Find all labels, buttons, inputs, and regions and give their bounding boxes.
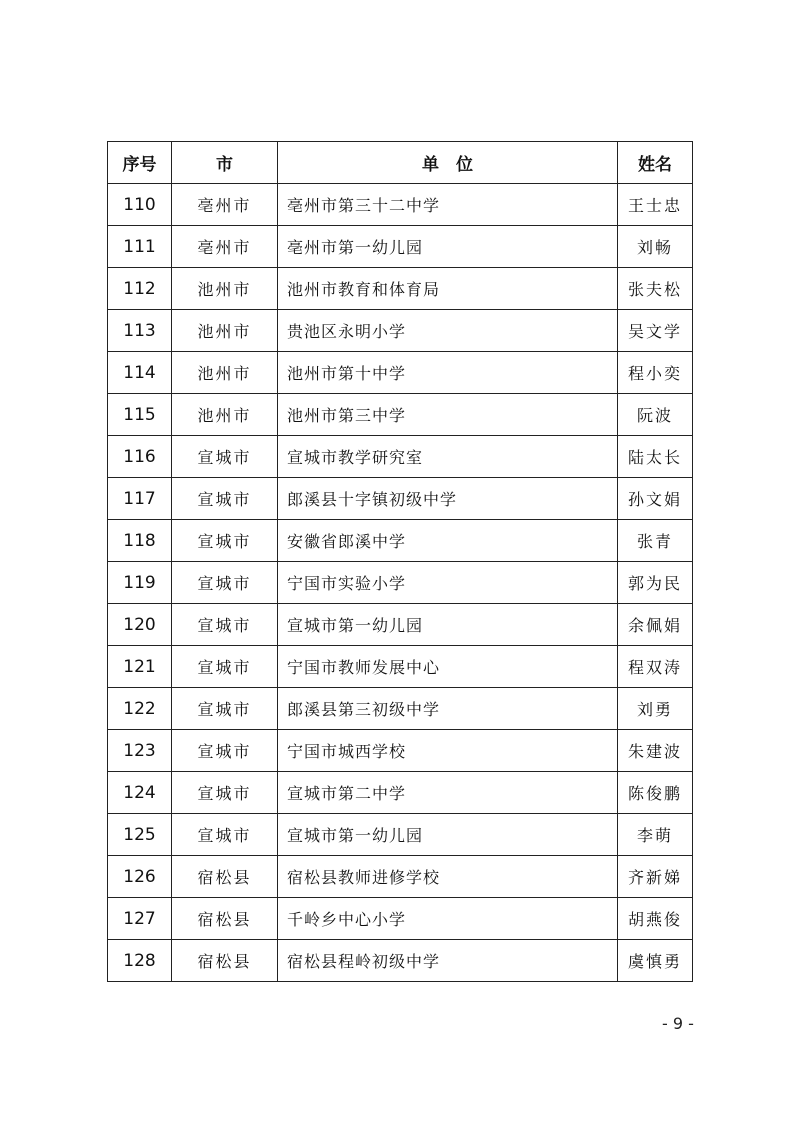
table-row xyxy=(108,772,693,814)
cell-unit: 池州市第三中学 xyxy=(278,394,618,436)
table-row xyxy=(108,310,693,352)
cell-seq: 111 xyxy=(108,226,172,268)
cell-seq: 121 xyxy=(108,646,172,688)
cell-name: 余佩娟 xyxy=(618,604,693,646)
cell-seq: 113 xyxy=(108,310,172,352)
cell-seq: 119 xyxy=(108,562,172,604)
cell-city: 宣城市 xyxy=(172,646,278,688)
cell-seq: 118 xyxy=(108,520,172,562)
cell-city: 宣城市 xyxy=(172,772,278,814)
cell-unit: 亳州市第三十二中学 xyxy=(278,184,618,226)
table-row xyxy=(108,268,693,310)
table-row xyxy=(108,394,693,436)
cell-city: 池州市 xyxy=(172,352,278,394)
header-name: 姓名 xyxy=(618,142,693,184)
cell-city: 宣城市 xyxy=(172,436,278,478)
cell-city: 池州市 xyxy=(172,310,278,352)
cell-seq: 128 xyxy=(108,940,172,982)
cell-unit: 池州市第十中学 xyxy=(278,352,618,394)
cell-seq: 127 xyxy=(108,898,172,940)
table-row xyxy=(108,184,693,226)
cell-seq: 117 xyxy=(108,478,172,520)
table-row xyxy=(108,856,693,898)
cell-city: 亳州市 xyxy=(172,226,278,268)
cell-city: 宣城市 xyxy=(172,562,278,604)
table-row xyxy=(108,436,693,478)
cell-name: 齐新娣 xyxy=(618,856,693,898)
cell-unit: 千岭乡中心小学 xyxy=(278,898,618,940)
table-row xyxy=(108,478,693,520)
cell-name: 陆太长 xyxy=(618,436,693,478)
cell-city: 池州市 xyxy=(172,394,278,436)
cell-name: 胡燕俊 xyxy=(618,898,693,940)
cell-city: 宿松县 xyxy=(172,940,278,982)
cell-unit: 贵池区永明小学 xyxy=(278,310,618,352)
cell-seq: 126 xyxy=(108,856,172,898)
cell-unit: 郎溪县十字镇初级中学 xyxy=(278,478,618,520)
cell-unit: 宣城市第一幼儿园 xyxy=(278,604,618,646)
cell-name: 吴文学 xyxy=(618,310,693,352)
page-number: - 9 - xyxy=(662,1014,694,1033)
cell-name: 张青 xyxy=(618,520,693,562)
cell-unit: 宁国市实验小学 xyxy=(278,562,618,604)
cell-name: 程小奕 xyxy=(618,352,693,394)
table-row xyxy=(108,730,693,772)
cell-city: 池州市 xyxy=(172,268,278,310)
cell-seq: 120 xyxy=(108,604,172,646)
cell-city: 宣城市 xyxy=(172,730,278,772)
cell-seq: 124 xyxy=(108,772,172,814)
header-city: 市 xyxy=(172,142,278,184)
cell-city: 宣城市 xyxy=(172,478,278,520)
cell-name: 刘畅 xyxy=(618,226,693,268)
cell-unit: 宁国市教师发展中心 xyxy=(278,646,618,688)
cell-seq: 112 xyxy=(108,268,172,310)
cell-name: 王士忠 xyxy=(618,184,693,226)
table-row xyxy=(108,604,693,646)
cell-name: 陈俊鹏 xyxy=(618,772,693,814)
cell-unit: 宣城市教学研究室 xyxy=(278,436,618,478)
cell-city: 宿松县 xyxy=(172,898,278,940)
cell-seq: 123 xyxy=(108,730,172,772)
table-body xyxy=(108,184,693,982)
table-row xyxy=(108,688,693,730)
table-header-row xyxy=(108,142,693,184)
cell-name: 虞慎勇 xyxy=(618,940,693,982)
cell-name: 张夫松 xyxy=(618,268,693,310)
cell-seq: 115 xyxy=(108,394,172,436)
table-row xyxy=(108,940,693,982)
cell-seq: 116 xyxy=(108,436,172,478)
cell-seq: 122 xyxy=(108,688,172,730)
cell-city: 宣城市 xyxy=(172,688,278,730)
cell-unit: 安徽省郎溪中学 xyxy=(278,520,618,562)
cell-name: 刘勇 xyxy=(618,688,693,730)
cell-unit: 宣城市第二中学 xyxy=(278,772,618,814)
table-row xyxy=(108,898,693,940)
cell-unit: 郎溪县第三初级中学 xyxy=(278,688,618,730)
cell-name: 朱建波 xyxy=(618,730,693,772)
table-row xyxy=(108,562,693,604)
cell-city: 宣城市 xyxy=(172,814,278,856)
cell-city: 宣城市 xyxy=(172,520,278,562)
cell-city: 亳州市 xyxy=(172,184,278,226)
header-seq: 序号 xyxy=(108,142,172,184)
header-unit: 单 位 xyxy=(278,142,618,184)
cell-seq: 125 xyxy=(108,814,172,856)
table-row xyxy=(108,814,693,856)
cell-unit: 宣城市第一幼儿园 xyxy=(278,814,618,856)
cell-name: 李萌 xyxy=(618,814,693,856)
cell-name: 程双涛 xyxy=(618,646,693,688)
table-row xyxy=(108,646,693,688)
cell-unit: 宁国市城西学校 xyxy=(278,730,618,772)
cell-name: 阮波 xyxy=(618,394,693,436)
cell-seq: 114 xyxy=(108,352,172,394)
table-row xyxy=(108,352,693,394)
cell-city: 宣城市 xyxy=(172,604,278,646)
cell-name: 孙文娟 xyxy=(618,478,693,520)
cell-city: 宿松县 xyxy=(172,856,278,898)
table-row xyxy=(108,226,693,268)
cell-unit: 宿松县教师进修学校 xyxy=(278,856,618,898)
cell-unit: 亳州市第一幼儿园 xyxy=(278,226,618,268)
table-row xyxy=(108,520,693,562)
cell-unit: 宿松县程岭初级中学 xyxy=(278,940,618,982)
cell-name: 郭为民 xyxy=(618,562,693,604)
cell-seq: 110 xyxy=(108,184,172,226)
cell-unit: 池州市教育和体育局 xyxy=(278,268,618,310)
personnel-table xyxy=(107,141,693,982)
